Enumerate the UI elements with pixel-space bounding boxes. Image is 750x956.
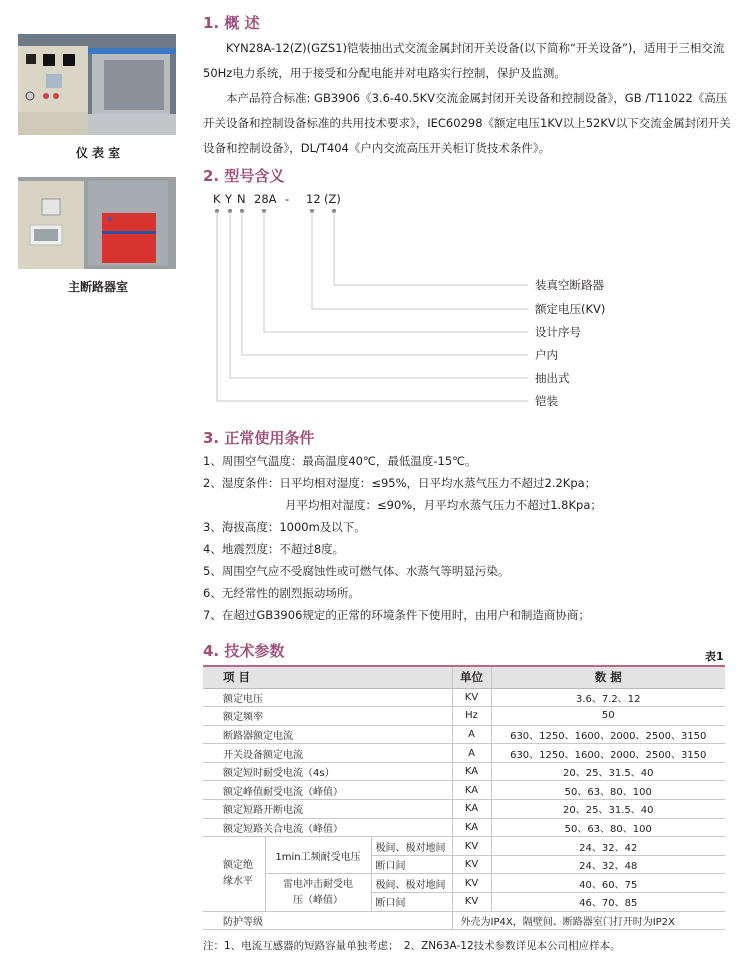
row-data: 40、60、75 xyxy=(491,874,725,893)
row-item: 额定短时耐受电流（4s） xyxy=(203,762,452,781)
table-label: 表1 xyxy=(705,650,724,663)
header-unit: 单位 xyxy=(452,666,491,688)
model-code: 12 xyxy=(306,192,321,206)
photo-caption: 主断路器室 xyxy=(67,280,128,294)
condition-item: 4、地震烈度：不超过8度。 xyxy=(203,542,345,556)
model-label: 抽出式 xyxy=(535,371,570,385)
table-row xyxy=(203,911,725,930)
row-data: 24、32、48 xyxy=(491,855,725,874)
row-unit: KA xyxy=(452,800,491,819)
insulation-kind: 断口间 xyxy=(371,893,452,912)
condition-item: 月平均相对湿度：≤90%，月平均水蒸气压力不超过1.8Kpa； xyxy=(285,498,602,512)
table-row xyxy=(203,744,725,763)
model-code: K xyxy=(213,192,221,206)
table-row xyxy=(203,781,725,800)
model-label: 装真空断路器 xyxy=(535,278,604,292)
condition-item: 7、在超过GB3906规定的正常的环境条件下使用时，由用户和制造商协商； xyxy=(203,608,590,622)
row-data: 50 xyxy=(491,707,725,726)
header-item: 项 目 xyxy=(203,666,452,688)
row-unit: Hz xyxy=(452,707,491,726)
table-row xyxy=(203,707,725,726)
row-data: 630、1250、1600、2000、2500、3150 xyxy=(491,744,725,763)
photo-caption: 仪 表 室 xyxy=(75,146,121,160)
model-code: (Z) xyxy=(324,192,341,206)
row-unit: KV xyxy=(452,874,491,893)
table-row xyxy=(203,818,725,837)
section-title-params: 4. 技术参数 xyxy=(203,642,285,660)
table-row xyxy=(203,800,725,819)
row-item: 额定频率 xyxy=(203,707,452,726)
insulation-sub1: 1min工频耐受电压 xyxy=(265,837,371,874)
row-data: 630、1250、1600、2000、2500、3150 xyxy=(491,725,725,744)
insulation-kind: 极间、极对地间 xyxy=(371,837,452,856)
row-unit: KV xyxy=(452,893,491,912)
table-row xyxy=(203,762,725,781)
row-data: 20、25、31.5、40 xyxy=(491,762,725,781)
table-row xyxy=(203,874,725,893)
overview-paragraph: 本产品符合标准: GB3906《3.6-40.5KV交流金属封闭开关设备和控制设备》，GB /T11022《高压开关设备和控制设备标准的共用技术要求》，IEC60298《额定电压1KV以上52KV以下交流金属封闭开关设备和控制设备》，DL/T404《户内交流高压开关柜订货技术条件》。 xyxy=(203,91,731,155)
insulation-group: 额定绝缘水平 xyxy=(203,837,265,911)
row-item: 开关设备额定电流 xyxy=(203,744,452,763)
row-data: 24、32、42 xyxy=(491,837,725,856)
row-unit: KV xyxy=(452,855,491,874)
section-title-overview: 1. 概 述 xyxy=(203,14,260,32)
row-data: 46、70、85 xyxy=(491,893,725,912)
model-label: 户内 xyxy=(535,348,558,362)
row-item: 额定短路关合电流（峰值） xyxy=(203,818,452,837)
condition-item: 3、海拔高度：1000m及以下。 xyxy=(203,520,366,534)
row-item: 额定短路开断电流 xyxy=(203,800,452,819)
model-code: N xyxy=(237,192,246,206)
table-note: 注：1、电流互感器的短路容量单独考虑； 2、ZN63A-12技术参数详见本公司相应样本。 xyxy=(203,940,621,952)
model-label: 铠装 xyxy=(535,394,558,408)
table-row xyxy=(203,837,725,856)
row-item: 防护等级 xyxy=(203,911,452,930)
instrument-room-photo xyxy=(18,34,176,135)
row-item: 额定峰值耐受电流（峰值） xyxy=(203,781,452,800)
model-label: 额定电压(KV) xyxy=(535,302,606,316)
row-unit: KV xyxy=(452,688,491,707)
row-data: 50、63、80、100 xyxy=(491,781,725,800)
overview-text xyxy=(203,36,733,161)
row-unit: KA xyxy=(452,818,491,837)
model-code: 28A xyxy=(254,192,277,206)
row-unit: KV xyxy=(452,837,491,856)
insulation-sub2: 雷电冲击耐受电压（峰值） xyxy=(265,874,371,911)
table-row xyxy=(203,688,725,707)
row-unit: KA xyxy=(452,762,491,781)
overview-paragraph: KYN28A-12(Z)(GZS1)铠装抽出式交流金属封闭开关设备(以下简称“开关设备”)，适用于三相交流50Hz电力系统，用于接受和分配电能并对电路实行控制，保护及监测。 xyxy=(203,41,725,80)
section-title-model: 2. 型号含义 xyxy=(203,167,285,185)
row-data: 外壳为IP4X，隔壁间、断路器室门打开时为IP2X xyxy=(452,911,725,930)
main-breaker-room-photo xyxy=(18,177,176,269)
row-data: 50、63、80、100 xyxy=(491,818,725,837)
row-item: 额定电压 xyxy=(203,688,452,707)
row-data: 20、25、31.5、40 xyxy=(491,800,725,819)
condition-item: 6、无经常性的剧烈振动场所。 xyxy=(203,586,360,600)
header-data: 数 据 xyxy=(491,666,725,688)
condition-item: 2、湿度条件：日平均相对湿度：≤95%，日平均水蒸气压力不超过2.2Kpa； xyxy=(203,476,597,490)
row-item: 断路器额定电流 xyxy=(203,725,452,744)
model-code: Y xyxy=(225,192,233,206)
model-label: 设计序号 xyxy=(535,325,581,339)
table-row xyxy=(203,725,725,744)
insulation-kind: 极间、极对地间 xyxy=(371,874,452,893)
model-code: - xyxy=(285,192,290,206)
tech-params-table xyxy=(203,665,725,930)
row-unit: A xyxy=(452,725,491,744)
condition-item: 5、周围空气应不受腐蚀性或可燃气体、水蒸气等明显污染。 xyxy=(203,564,510,578)
section-title-conditions: 3. 正常使用条件 xyxy=(203,429,315,447)
model-diagram xyxy=(203,180,623,410)
row-unit: A xyxy=(452,744,491,763)
row-unit: KA xyxy=(452,781,491,800)
row-data: 3.6、7.2、12 xyxy=(491,688,725,707)
condition-item: 1、周围空气温度：最高温度40℃，最低温度-15℃。 xyxy=(203,454,477,468)
insulation-kind: 断口间 xyxy=(371,855,452,874)
